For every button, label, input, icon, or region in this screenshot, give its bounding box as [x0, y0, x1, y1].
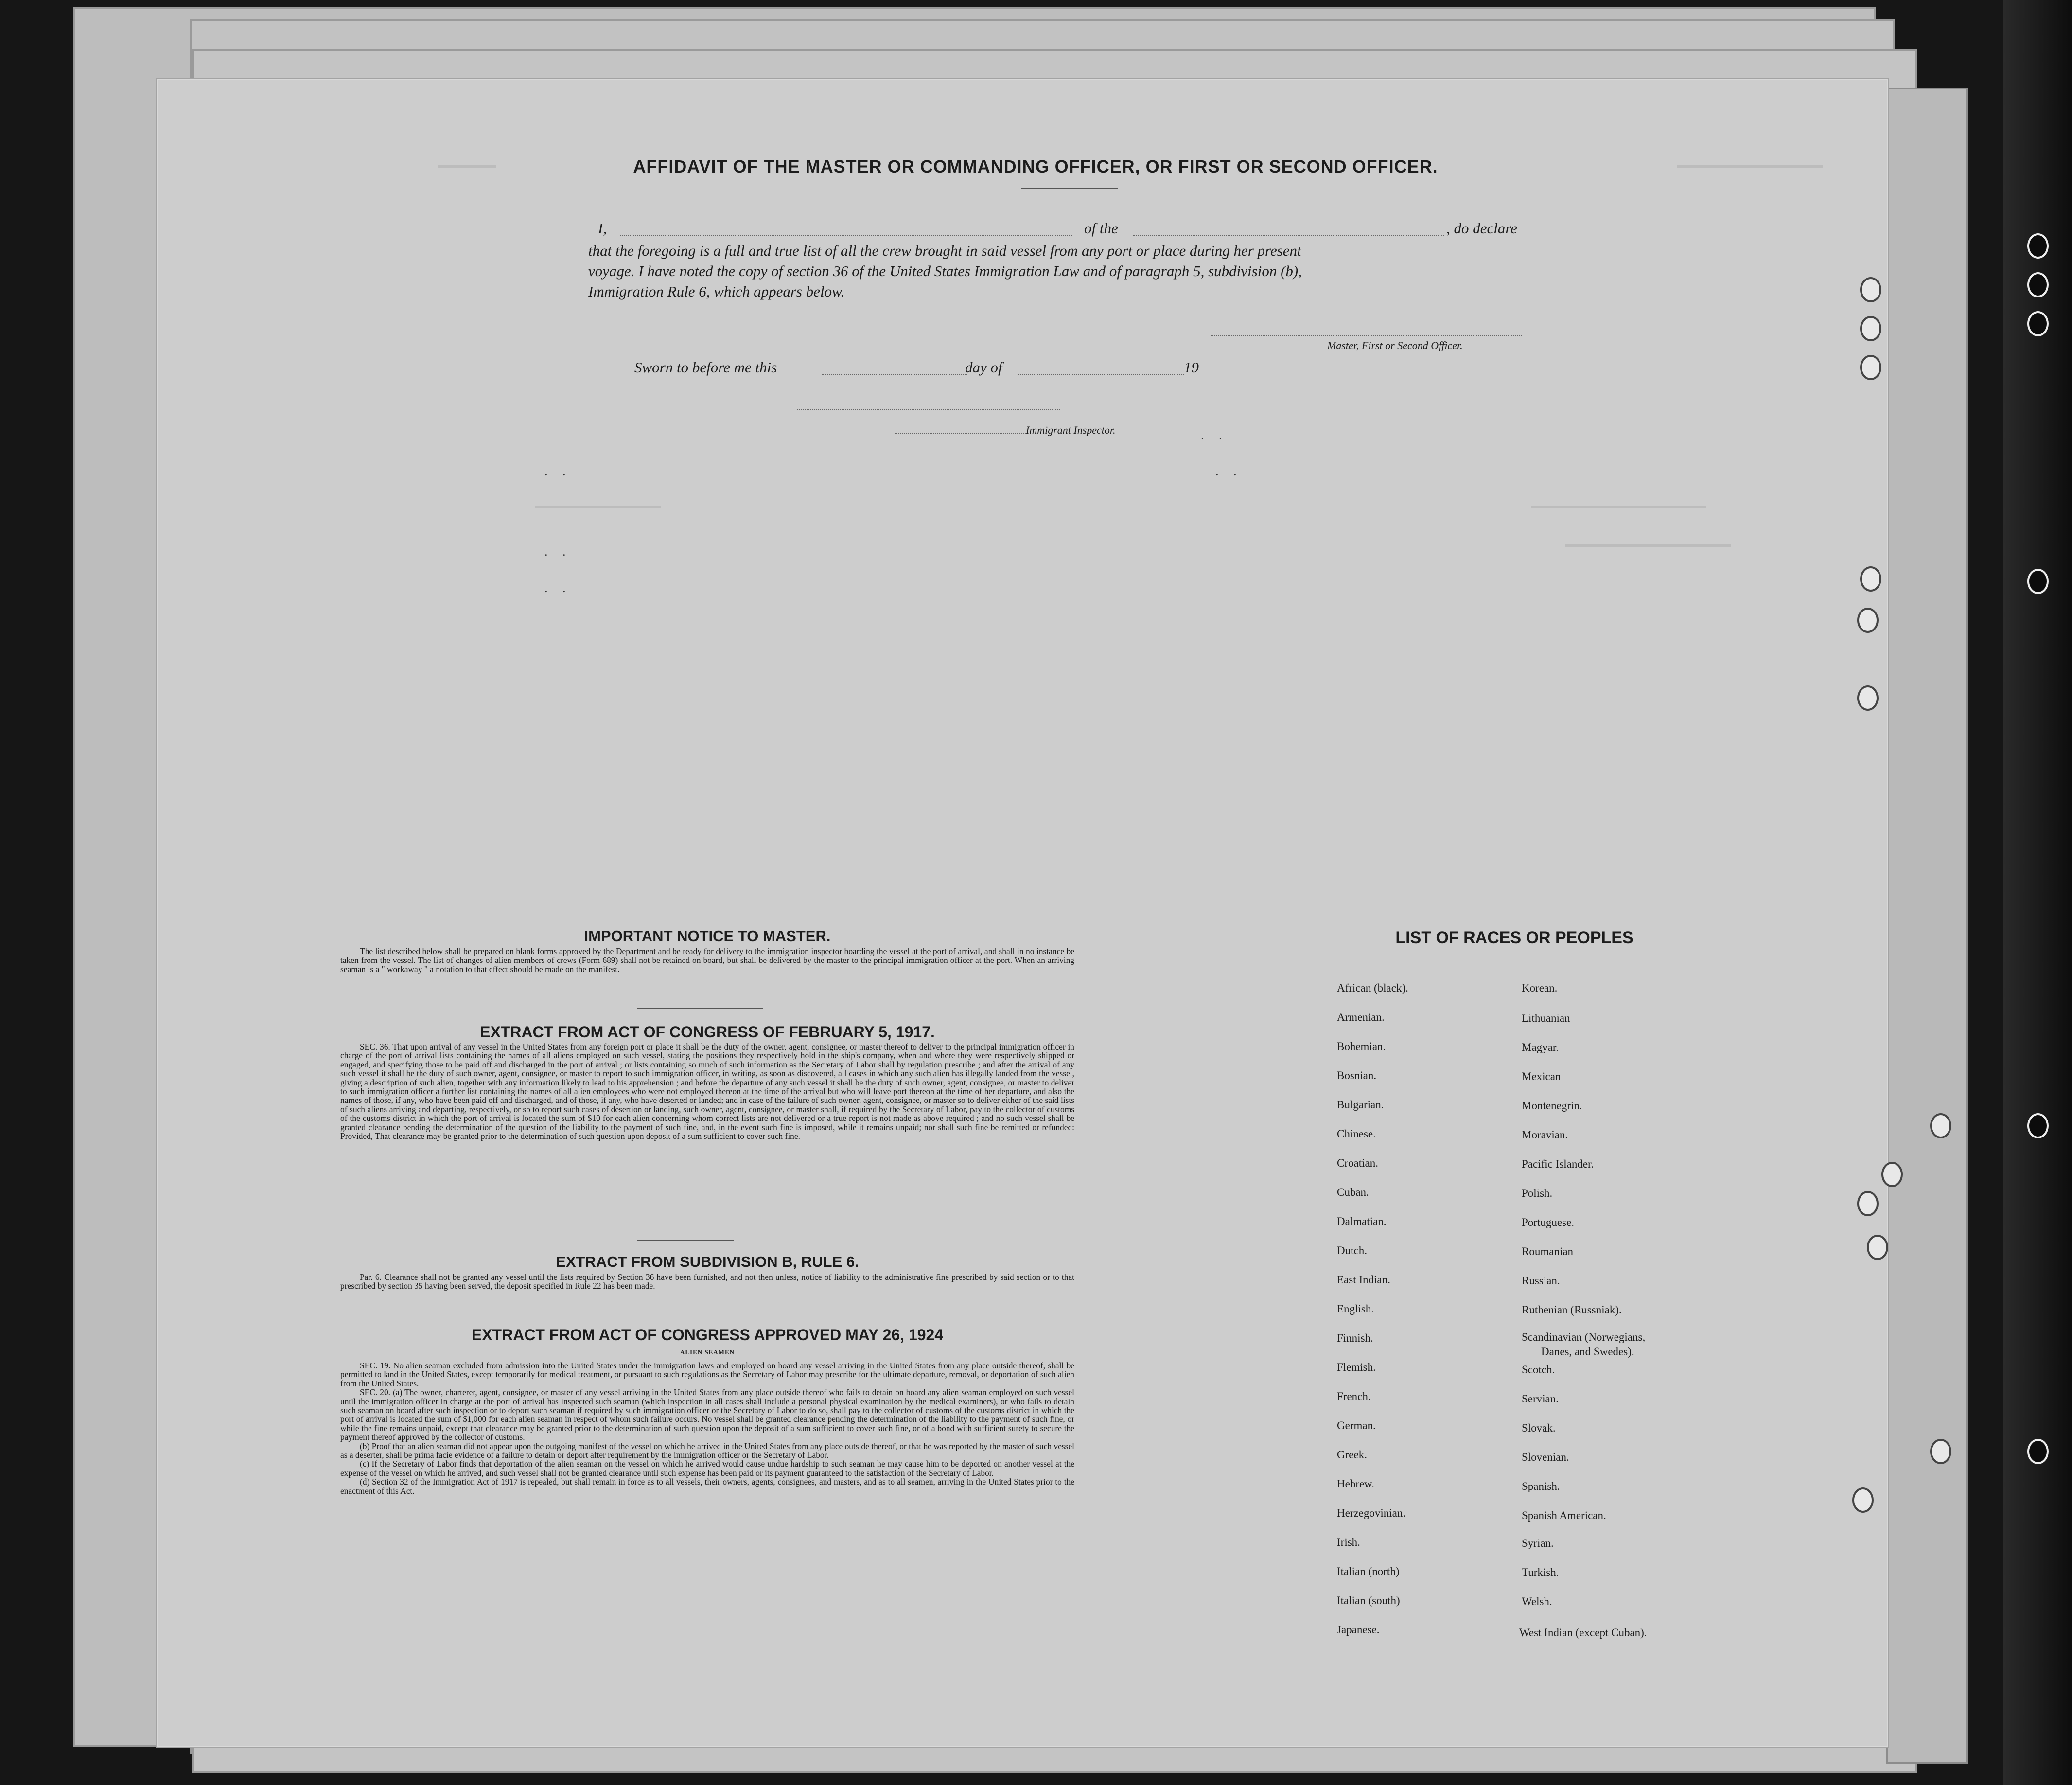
sec-20c-paragraph: (c) If the Secretary of Labor finds that deportation of the alien seaman on the vessel on which he arrived would cause undue hardship to such seaman he may cause him to be deported on another vessel at the expense of the vessel on which he arrived, and such vessel shall not be granted clearance until such expense has been paid or its payment guaranteed to the satisfaction of the Secretary of Labor.	[340, 1459, 1074, 1478]
extract-1924-body	[340, 1361, 1074, 1495]
binder-hole	[1881, 1162, 1903, 1187]
sec-19-paragraph: SEC. 19. No alien seaman excluded from admission into the United States under the immigration laws and employed on board any vessel arriving in the United States from any place outside thereof, shall be permitted to land in the United States, except temporarily for medical treatment, or pursuant to such regulations as the Secretary of Labor may prescribe for the ultimate departure, removal, or deportation of such alien from the United States.	[340, 1361, 1074, 1388]
race-item: West Indian (except Cuban).	[1519, 1627, 1647, 1639]
race-item: Mexican	[1522, 1070, 1561, 1083]
race-item: Finnish.	[1337, 1332, 1373, 1344]
race-item: Italian (north)	[1337, 1565, 1400, 1577]
race-item: Montenegrin.	[1522, 1100, 1582, 1112]
race-item: Dalmatian.	[1337, 1215, 1387, 1227]
alien-seamen-subtitle: ALIEN SEAMEN	[680, 1348, 735, 1356]
day-blank	[822, 374, 967, 375]
month-blank	[1018, 374, 1184, 375]
par-6-paragraph: Par. 6. Clearance shall not be granted any vessel until the lists required by Section 36 have been furnished, and not then unless, notice of liability to the administrative fine prescribed by said section or to that prescribed by section 35 having been served, the deposit specified in Rule 22 has been made.	[340, 1272, 1074, 1291]
affidavit-text-line: that the foregoing is a full and true list of all the crew brought in said vessel from any port or place during her present	[588, 242, 1301, 259]
sec-20b-paragraph: (b) Proof that an alien seaman did not appear upon the outgoing manifest of the vessel on which he arrived in the United States from any place outside thereof, or that he was reported by the master of such vessel as a deserter, shall be prima facie evidence of a failure to detain or deport after requirement by the immigration officer or the Secretary of Labor.	[340, 1441, 1074, 1460]
race-item: Spanish American.	[1522, 1509, 1606, 1522]
race-item: Russian.	[1522, 1275, 1560, 1287]
binder-hole	[2027, 311, 2049, 336]
binder-hole	[2027, 272, 2049, 298]
affidavit-declare: , do declare	[1446, 220, 1518, 237]
race-item: Bosnian.	[1337, 1069, 1377, 1082]
speck-marks: . .	[544, 544, 572, 559]
race-item: Ruthenian (Russniak).	[1522, 1304, 1622, 1316]
race-item: French.	[1337, 1390, 1371, 1402]
binder-strip	[2003, 0, 2072, 1785]
race-item: Pacific Islander.	[1522, 1158, 1594, 1170]
binder-hole	[2027, 569, 2049, 594]
divider	[637, 1008, 763, 1009]
extract-1917-body	[340, 1042, 1074, 1140]
notice-title: IMPORTANT NOTICE TO MASTER.	[584, 928, 831, 945]
master-signature-caption: Master, First or Second Officer.	[1327, 339, 1463, 351]
race-item: Slovak.	[1522, 1422, 1556, 1434]
races-title: LIST OF RACES OR PEOPLES	[1395, 928, 1633, 947]
race-item: English.	[1337, 1303, 1374, 1315]
affidavit-text-line: Immigration Rule 6, which appears below.	[588, 283, 845, 300]
race-item: Roumanian	[1522, 1245, 1574, 1258]
race-item: Polish.	[1522, 1187, 1553, 1199]
speck-marks: . .	[544, 464, 572, 478]
speck-marks: . .	[544, 581, 572, 595]
binder-hole	[1860, 355, 1881, 380]
race-item: Hebrew.	[1337, 1478, 1375, 1490]
extract-1924-title: EXTRACT FROM ACT OF CONGRESS APPROVED MAY 26, 1924	[471, 1326, 944, 1344]
race-item: German.	[1337, 1419, 1376, 1432]
affidavit-title: AFFIDAVIT OF THE MASTER OR COMMANDING OFFICER, OR FIRST OR SECOND OFFICER.	[633, 157, 1438, 176]
race-item: Turkish.	[1522, 1566, 1559, 1578]
race-item: Italian (south)	[1337, 1594, 1400, 1607]
race-item: Magyar.	[1522, 1041, 1559, 1053]
race-item: Dutch.	[1337, 1244, 1367, 1257]
race-item: Syrian.	[1522, 1537, 1554, 1549]
race-item: Greek.	[1337, 1449, 1367, 1461]
race-item: Cuban.	[1337, 1186, 1369, 1198]
inspector-signature-line	[797, 409, 1060, 410]
binder-hole	[1930, 1439, 1951, 1464]
affidavit-text-line: voyage. I have noted the copy of section 36 of the United States Immigration Law and of paragraph 5, subdivision (b),	[588, 262, 1302, 280]
subdivision-b-body	[340, 1273, 1074, 1291]
divider	[637, 1240, 734, 1241]
document-page	[156, 78, 1889, 1748]
bleed-through-mark	[1677, 165, 1823, 168]
binder-hole	[1857, 1191, 1879, 1216]
affidavit-i: I,	[598, 220, 607, 237]
binder-hole	[1857, 608, 1879, 633]
binder-hole	[2027, 233, 2049, 259]
bleed-through-mark	[438, 165, 496, 168]
extract-1917-title: EXTRACT FROM ACT OF CONGRESS OF FEBRUARY 5, 1917.	[480, 1023, 935, 1041]
name-blank	[620, 235, 1072, 236]
race-item: Herzegovinian.	[1337, 1507, 1406, 1519]
speck-marks: . .	[1215, 464, 1243, 478]
race-item: Japanese.	[1337, 1624, 1380, 1636]
inspector-signature-line	[895, 433, 1026, 434]
subdivision-b-title: EXTRACT FROM SUBDIVISION B, RULE 6.	[556, 1253, 859, 1270]
section-36-paragraph: SEC. 36. That upon arrival of any vessel in the United States from any foreign port or place it shall be the duty of the owner, agent, consignee, or master thereof to deliver to the principal immigration officer in charge of the port of arrival lists containing the names of all aliens employed on such vessel, stating the positions they respectively hold in the ship's company, when and where they were respectively shipped or engaged, and specifying those to be paid off and discharged in the port of arrival ; or lists containing so much of such information as the Secretary of Labor shall by regulation prescribe ; and after the arrival of any such vessel it shall be the duty of such owner, agent, consignee, or master to report to such immigration officer, in writing, as soon as discovered, all cases in which any such alien has illegally landed from the vessel, giving a description of such alien, together with any information likely to lead to his apprehension ; and before the departure of any such vessel it shall be the duty of such owner, agent, consignee, or master to deliver to such immigration officer a further list containing the names of all alien employees who were not employed thereon at the time of the arrival but who will leave port thereon at the time of her departure, and also the names of those, if any, who have been paid off and discharged, and of those, if any, who have deserted or landed; and in case of the failure of such owner, agent, consignee, or master so to deliver either of the said lists of such aliens arriving and departing, respectively, or so to report such cases of desertion or landing, such owner, agent, consignee, or master shall, if required by the Secretary of Labor, pay to the collector of customs of the customs district in which the port of arrival is located the sum of $10 for each alien concerning whom correct lists are not delivered or a true report is not made as above required ; and no such vessel shall be granted clearance pending the determination of the question of the liability to the payment of such fine, and, in the event such fine is imposed, while it remains unpaid; nor shall such fine be remitted or refunded: Provided, That clearance may be granted prior to the determination of such question upon deposit of a sum sufficient to cover such fine.	[340, 1042, 1074, 1141]
race-item: Armenian.	[1337, 1011, 1385, 1023]
speck-marks: . .	[1201, 428, 1228, 442]
race-item: African (black).	[1337, 982, 1408, 994]
binder-hole	[1860, 316, 1881, 341]
race-item: Korean.	[1522, 982, 1558, 994]
race-item: East Indian.	[1337, 1274, 1390, 1286]
inspector-caption: Immigrant Inspector.	[1026, 424, 1116, 436]
race-item: Scotch.	[1522, 1364, 1555, 1376]
race-item: Portuguese.	[1522, 1216, 1574, 1228]
binder-hole	[2027, 1439, 2049, 1464]
race-item: Welsh.	[1522, 1595, 1552, 1608]
binder-hole	[1930, 1113, 1951, 1138]
race-item: Scandinavian (Norwegians,	[1522, 1331, 1646, 1343]
binder-hole	[1860, 566, 1881, 592]
race-item: Danes, and Swedes).	[1541, 1346, 1634, 1358]
race-item: Irish.	[1337, 1536, 1360, 1548]
race-item: Servian.	[1522, 1393, 1559, 1405]
race-item: Chinese.	[1337, 1128, 1376, 1140]
notice-paragraph: The list described below shall be prepared on blank forms approved by the Department and be ready for delivery to the immigration inspector boarding the vessel at the port of arrival, and shall in no instance be taken from the vessel. The list of changes of alien members of crews (Form 689) shall not be retained on board, but shall be delivered by the master to the principal immigration officer at the port. When an arriving seaman is a " workaway " a notation to that effect should be made on the manifest.	[340, 946, 1074, 974]
race-item: Bohemian.	[1337, 1040, 1386, 1052]
binder-hole	[1867, 1235, 1888, 1260]
year-prefix: 19	[1184, 359, 1199, 376]
bleed-through-mark	[1565, 544, 1731, 547]
race-item: Slovenian.	[1522, 1451, 1569, 1463]
race-item: Moravian.	[1522, 1129, 1568, 1141]
binder-hole	[1857, 685, 1879, 711]
race-item: Bulgarian.	[1337, 1099, 1384, 1111]
race-item: Spanish.	[1522, 1480, 1560, 1492]
sworn-label: Sworn to before me this	[634, 359, 777, 376]
binder-hole	[1852, 1488, 1874, 1513]
race-item: Lithuanian	[1522, 1012, 1570, 1024]
bleed-through-mark	[535, 506, 661, 508]
affidavit-of-the: of the	[1084, 220, 1118, 237]
divider	[1021, 188, 1118, 189]
signature-line	[1211, 335, 1522, 336]
bleed-through-mark	[1531, 506, 1706, 508]
race-item: Flemish.	[1337, 1361, 1376, 1373]
race-item: Croatian.	[1337, 1157, 1378, 1169]
vessel-blank	[1133, 235, 1444, 236]
day-of-label: day of	[965, 359, 1002, 376]
sec-20a-paragraph: SEC. 20. (a) The owner, charterer, agent, consignee, or master of any vessel arriving in the United States from any place outside thereof who fails to detain on board any alien seaman employed on such vessel until the immigration officer in charge at the port of arrival has inspected such seaman (which inspection in all cases shall include a personal physical examination by the medical examiners), or who fails to detain such seaman on board after such inspection or to deport such seaman if required by such immigration officer or the Secretary of Labor to do so, shall pay to the collector of customs of the customs district in which the port of arrival is located the sum of $1,000 for each alien seaman in respect of whom such failure occurs. No vessel shall be granted clearance pending the determination of the liability to the payment of such fine, or while the fine remains unpaid, except that clearance may be granted prior to the determination of such question upon the deposit of a sum sufficient to cover such fine, or of a bond with sufficient surety to secure the payment thereof approved by the collector of customs.	[340, 1387, 1074, 1442]
binder-hole	[1860, 277, 1881, 302]
notice-body	[340, 947, 1074, 974]
back-sheet-edge	[1886, 88, 1968, 1764]
binder-hole	[2027, 1113, 2049, 1138]
sec-20d-paragraph: (d) Section 32 of the Immigration Act of 1917 is repealed, but shall remain in force as to all vessels, their owners, agents, consignees, and masters, and as to all seamen, arriving in the United States prior to the enactment of this Act.	[340, 1477, 1074, 1496]
